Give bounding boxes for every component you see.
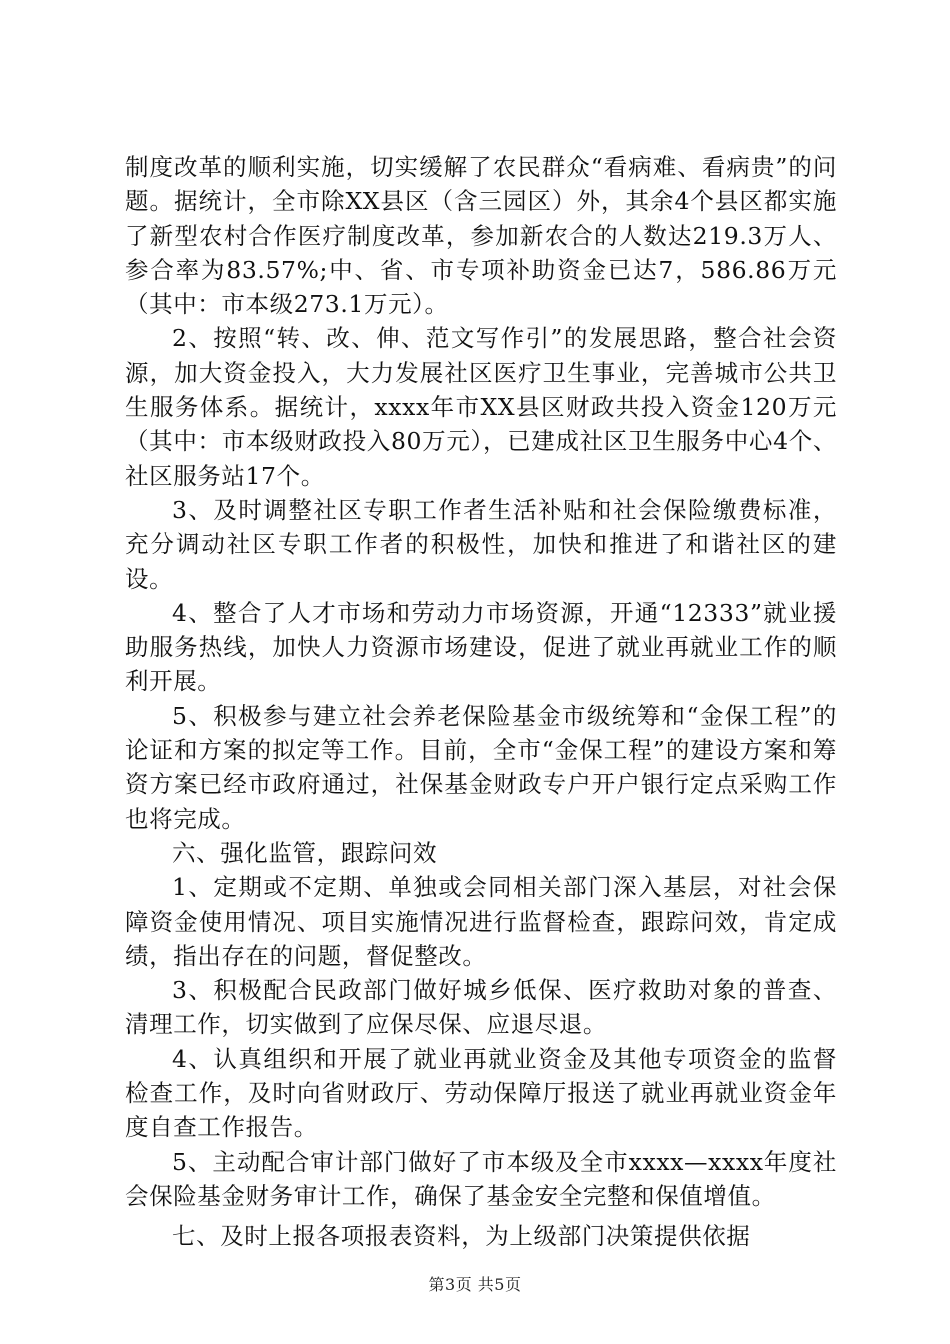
paragraph-continuation: 制度改革的顺利实施，切实缓解了农民群众“看病难、看病贵”的问题。据统计，全市除XX县区（含三园区）外，其余4个县区都实施了新型农村合作医疗制度改革，参加新农合的人数达219.3万人、参合率为83.57%;中、省、市专项补助资金已达7，586.86万元（其中：市本级273.1万元）。 [125,153,837,319]
paragraph-item-4: 4、整合了人才市场和劳动力市场资源，开通“12333”就业援助服务热线，加快人力资源市场建设，促进了就业再就业工作的顺利开展。 [125,598,837,696]
section-heading-7: 七、及时上报各项报表资料，为上级部门决策提供依据 [172,1222,751,1251]
paragraph-item-5: 5、积极参与建立社会养老保险基金市级统筹和“金保工程”的论证和方案的拟定等工作。目前，全市“金保工程”的建设方案和筹资方案已经市政府通过，社保基金财政专户开户银行定点采购工作也将完成。 [125,701,837,833]
paragraph-item-6-1: 1、定期或不定期、单独或会同相关部门深入基层，对社会保障资金使用情况、项目实施情况进行监督检查，跟踪问效，肯定成绩，指出存在的问题，督促整改。 [125,873,837,970]
paragraph-item-6-5: 5、主动配合审计部门做好了市本级及全市xxxx—xxxx年度社会保险基金财务审计工作，确保了基金安全完整和保值增值。 [125,1147,837,1210]
paragraph-item-6-4: 4、认真组织和开展了就业再就业资金及其他专项资金的监督检查工作，及时向省财政厅、劳动保障厅报送了就业再就业资金年度自查工作报告。 [125,1044,837,1142]
section-heading-6: 六、强化监管，跟踪问效 [172,838,438,867]
paragraph-item-3: 3、及时调整社区专职工作者生活补贴和社会保险缴费标准，充分调动社区专职工作者的积极性，加快和推进了和谐社区的建设。 [125,495,837,593]
paragraph-item-6-3: 3、积极配合民政部门做好城乡低保、医疗救助对象的普查、清理工作，切实做到了应保尽保、应退尽退。 [125,976,837,1039]
page-number-footer: 第3页 共5页 [428,1275,522,1294]
paragraph-item-2: 2、按照“转、改、伸、范文写作引”的发展思路，整合社会资源，加大资金投入，大力发展社区医疗卫生事业，完善城市公共卫生服务体系。据统计，xxxx年市XX县区财政共投入资金120万元（其中：市本级财政投入80万元），已建成社区卫生服务中心4个、社区服务站17个。 [125,324,837,490]
document-body [125,150,837,1254]
